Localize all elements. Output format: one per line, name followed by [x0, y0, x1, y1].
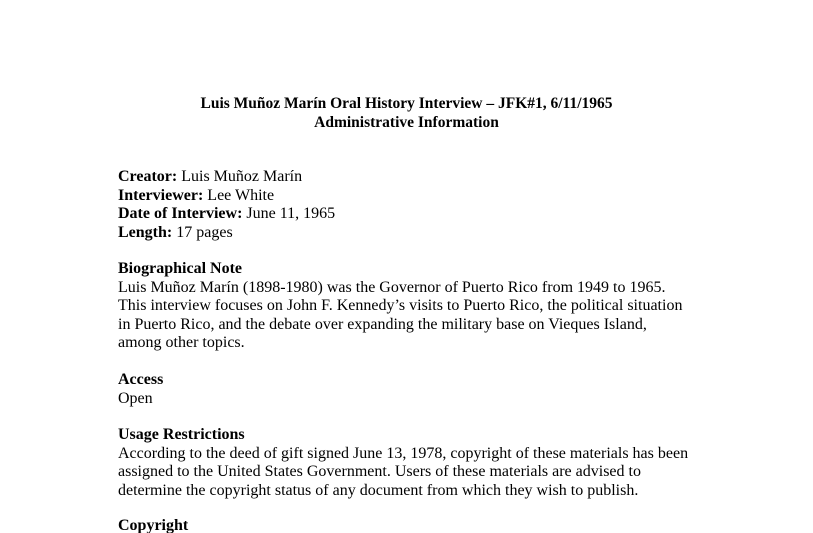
bio-line: This interview focuses on John F. Kennedy’s visits to Puerto Rico, the political situation: [118, 297, 683, 314]
usage-restrictions-heading: Usage Restrictions: [118, 426, 245, 443]
document-title: [0, 94, 813, 132]
interviewer-label: Interviewer:: [118, 186, 204, 204]
title-line-1: Luis Muñoz Marín Oral History Interview – JFK#1, 6/11/1965: [200, 95, 613, 112]
interviewer-line: [118, 187, 718, 206]
copyright-section: [118, 517, 718, 533]
date-value: June 11, 1965: [242, 205, 336, 222]
bio-line: among other topics.: [118, 334, 245, 351]
usage-line: According to the deed of gift signed June 13, 1978, copyright of these materials has been: [118, 444, 689, 462]
access-heading: Access: [118, 371, 164, 388]
length-label: Length:: [118, 223, 173, 241]
length-value: 17 pages: [172, 223, 233, 241]
creator-value: Luis Muñoz Marín: [177, 168, 303, 185]
creator-line: [118, 168, 718, 187]
access-value: Open: [118, 389, 153, 407]
usage-line: assigned to the United States Government. Users of these materials are advised to: [118, 463, 641, 480]
date-label: Date of Interview:: [118, 205, 243, 222]
interviewer-value: Lee White: [203, 186, 275, 204]
metadata-block: [118, 168, 718, 242]
bio-line: in Puerto Rico, and the debate over expanding the military base on Vieques Island,: [118, 315, 647, 333]
length-line: [118, 224, 718, 243]
access-section: [118, 371, 718, 408]
usage-line: determine the copyright status of any document from which they wish to publish.: [118, 481, 639, 499]
creator-label: Creator:: [118, 168, 178, 185]
biographical-note-section: [118, 260, 718, 353]
copyright-heading: Copyright: [118, 517, 189, 533]
usage-restrictions-section: [118, 426, 718, 500]
title-line-2: Administrative Information: [314, 114, 499, 131]
date-line: [118, 205, 718, 224]
bio-line: Luis Muñoz Marín (1898-1980) was the Governor of Puerto Rico from 1949 to 1965.: [118, 278, 666, 296]
biographical-note-heading: Biographical Note: [118, 260, 242, 277]
